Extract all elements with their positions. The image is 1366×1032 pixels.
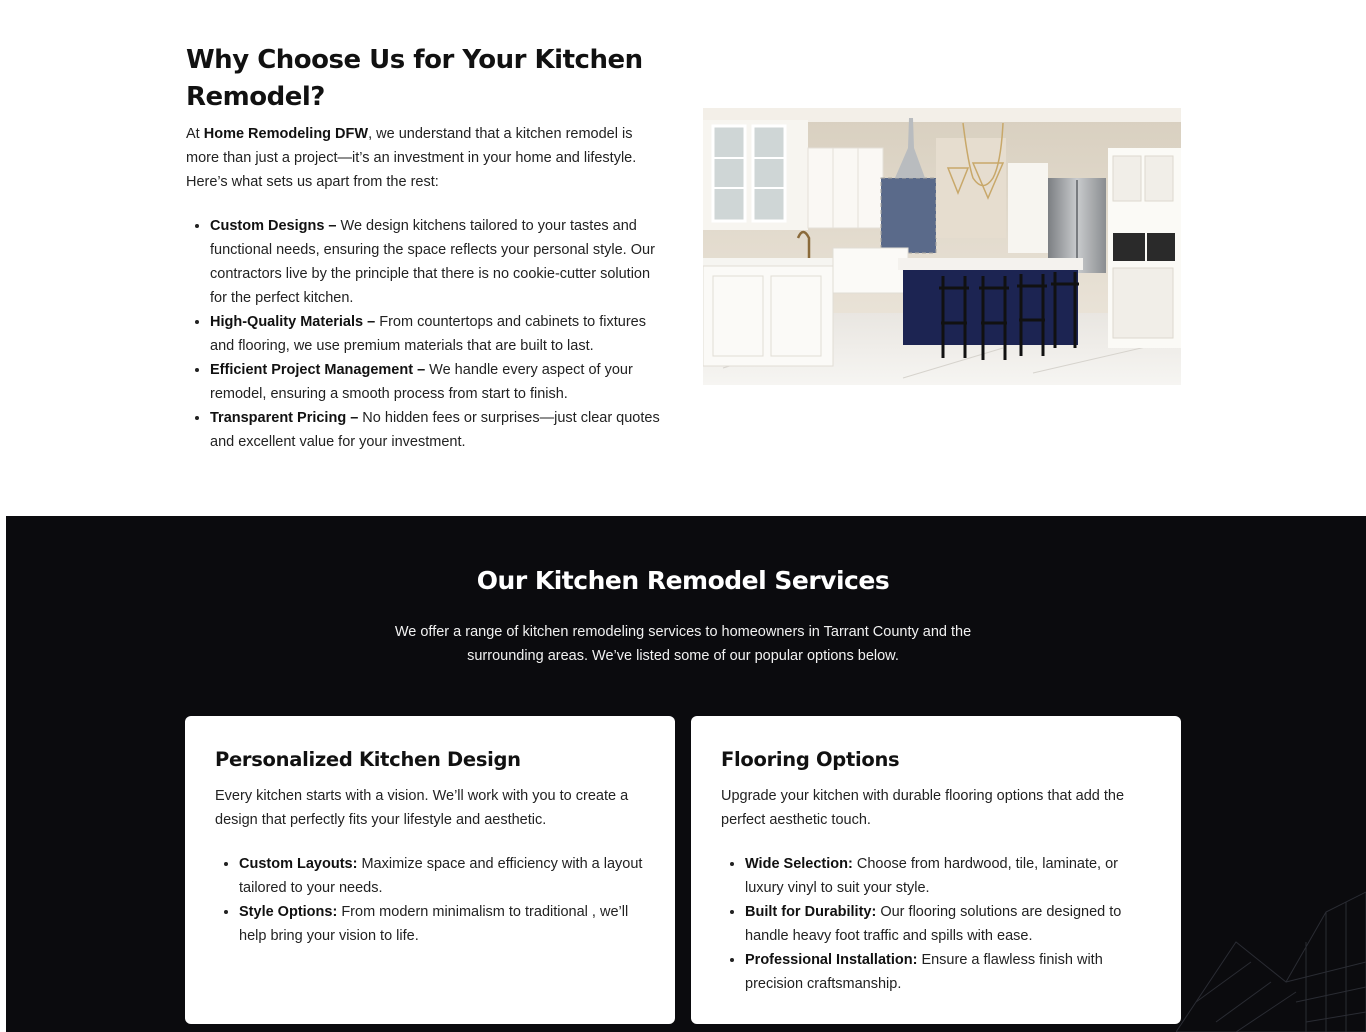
intro-rest: , we understand that a kitchen remodel is more than just a project—it’s an investment in your home and lifestyle. Here’s what sets us apart from the rest: [186, 126, 637, 190]
list-item [745, 852, 1151, 900]
service-card [185, 716, 675, 1024]
list-item [745, 948, 1151, 996]
card-title: Personalized Kitchen Design [215, 748, 521, 771]
card-description: Upgrade your kitchen with durable flooring options that add the perfect aesthetic touch. [721, 788, 1125, 828]
services-title: Our Kitchen Remodel Services [476, 566, 890, 595]
list-item-text: Maximize space and efficiency with a layout tailored to your needs. [239, 856, 643, 896]
why-list [186, 214, 666, 454]
card-list [215, 852, 645, 948]
kitchen-illustration [703, 108, 1181, 385]
list-item [745, 900, 1151, 948]
list-item-text: No hidden fees or surprises—just clear quotes and excellent value for your investment. [210, 410, 660, 450]
list-item-label: Custom Layouts: [239, 856, 358, 872]
list-item-text: From modern minimalism to traditional , we’ll help bring your vision to life. [239, 904, 629, 944]
services-section [6, 516, 1366, 1032]
list-item-text: Our flooring solutions are designed to handle heavy foot traffic and spills with ease. [745, 904, 1122, 944]
kitchen-photo [703, 108, 1181, 385]
card-description: Every kitchen starts with a vision. We’ll work with you to create a design that perfectly fits your lifestyle and aesthetic. [215, 788, 629, 828]
list-item-label: Professional Installation: [745, 952, 918, 968]
intro-prefix: At [186, 126, 204, 142]
list-item-text: From countertops and cabinets to fixtures and flooring, we use premium materials that are built to last. [210, 314, 646, 354]
list-item [210, 214, 666, 310]
list-item [210, 358, 666, 406]
list-item-text: Choose from hardwood, tile, laminate, or luxury vinyl to suit your style. [745, 856, 1118, 896]
service-card [691, 716, 1181, 1024]
card-list [721, 852, 1151, 996]
list-item [210, 406, 666, 454]
list-item-label: Transparent Pricing – [210, 410, 359, 426]
list-item-text: We design kitchens tailored to your tastes and functional needs, ensuring the space reflects your personal style. Our contractors live by the principle that there is no cookie-cutter solution for the perfect kitchen. [210, 218, 655, 306]
list-item-label: Style Options: [239, 904, 338, 920]
list-item-text: We handle every aspect of your remodel, ensuring a smooth process from start to finish. [210, 362, 633, 402]
list-item [239, 900, 645, 948]
why-intro [186, 122, 666, 194]
list-item-label: Efficient Project Management – [210, 362, 426, 378]
card-title: Flooring Options [721, 748, 900, 771]
grid-decoration [1176, 832, 1366, 1032]
brand-name: Home Remodeling DFW [203, 126, 369, 142]
list-item [239, 852, 645, 900]
list-item-label: Wide Selection: [745, 856, 853, 872]
list-item-label: Built for Durability: [745, 904, 877, 920]
list-item-text: Ensure a flawless finish with precision craftsmanship. [745, 952, 1103, 992]
why-text-column [186, 42, 666, 454]
list-item-label: High-Quality Materials – [210, 314, 376, 330]
services-subtitle: We offer a range of kitchen remodeling services to homeowners in Tarrant County and the surrounding areas. We’ve listed some of our popular options below. [394, 624, 972, 664]
list-item [210, 310, 666, 358]
why-title: Why Choose Us for Your Kitchen Remodel? [186, 45, 643, 112]
list-item-label: Custom Designs – [210, 218, 337, 234]
